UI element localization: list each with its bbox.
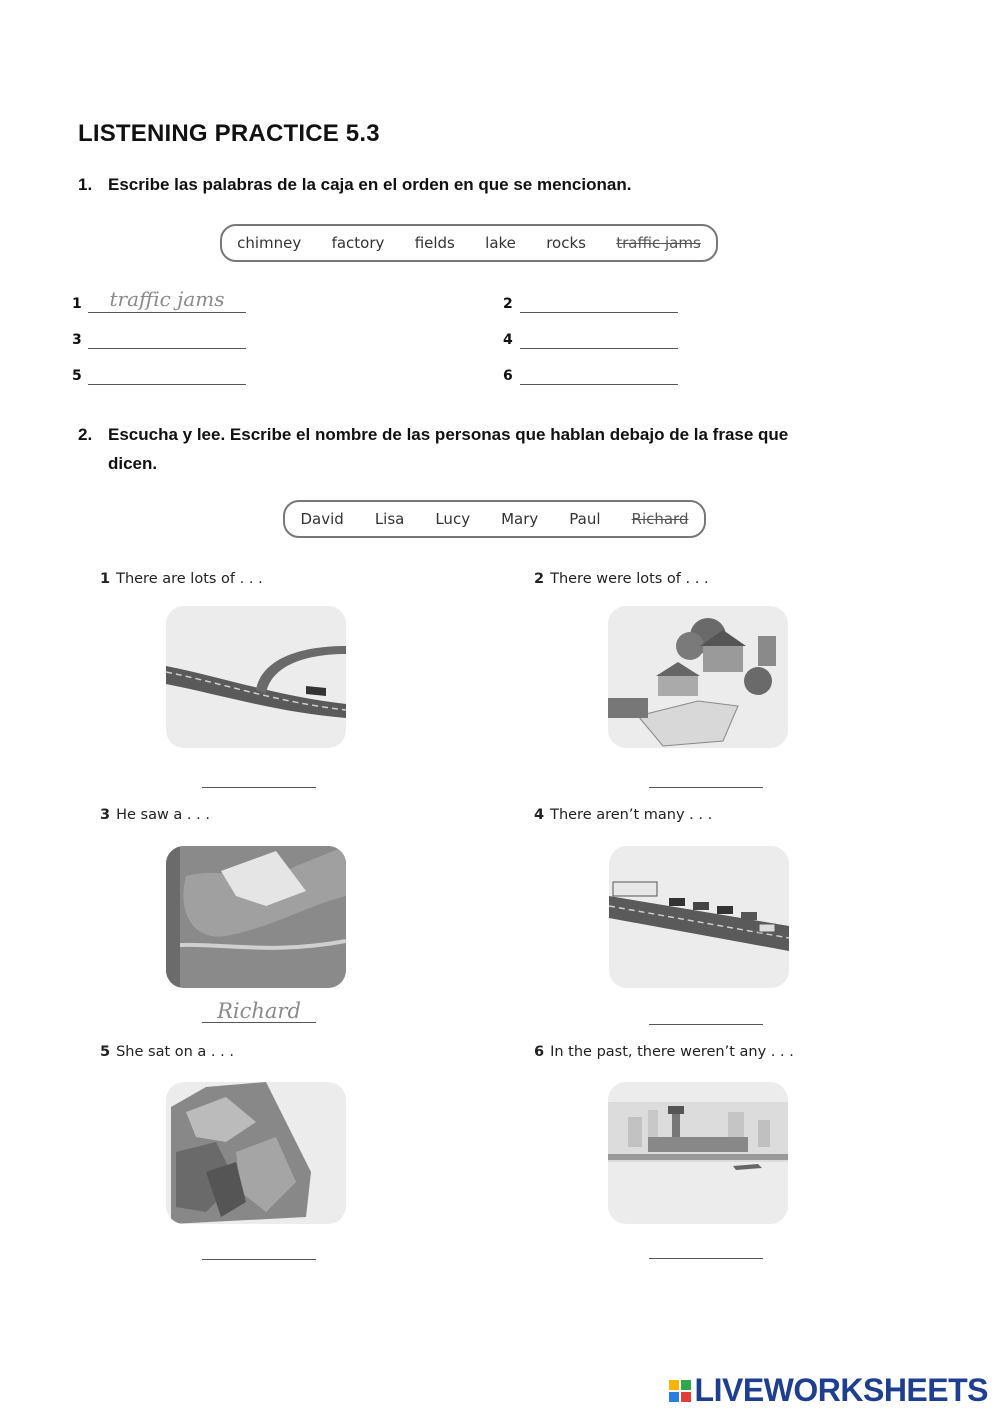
answer-field-4[interactable] [520,326,678,349]
answer-field-name-1[interactable] [202,767,316,788]
name-lucy: Lucy [435,510,471,528]
answer-field-name-5[interactable] [202,1239,316,1260]
answer-field-name-6[interactable] [649,1238,763,1259]
q2-text-line2: dicen. [108,454,158,473]
farm-icon [608,606,788,748]
word-rocks: rocks [546,234,586,252]
q2-instruction [78,420,958,480]
q2-text-line1: Escucha y lee. Escribe el nombre de las personas que hablan debajo de la frase que [108,425,789,444]
item-text: There aren’t many . . . [550,807,713,823]
lake-icon [166,846,346,988]
answer-field-2[interactable] [520,290,678,313]
answer-number: 5 [72,368,82,384]
answer-number: 2 [503,296,513,312]
item-text: There are lots of . . . [116,571,263,587]
name-paul: Paul [569,510,601,528]
page-title: LISTENING PRACTICE 5.3 [78,120,380,147]
answer-field-name-3[interactable]: Richard [202,1002,316,1023]
answer-field-name-4[interactable] [649,1004,763,1025]
item-number: 3 [100,807,111,823]
word-factory: factory [331,234,385,252]
q1-number: 1. [78,175,93,194]
q2-name-box [283,500,706,538]
airport-icon [608,1082,788,1224]
traffic-icon [609,846,789,988]
item-number: 6 [534,1044,545,1060]
logo-text: LIVEWORKSHEETS [694,1372,988,1408]
name-lisa: Lisa [374,510,405,528]
q1-instruction [78,170,958,200]
name-david: David [300,510,344,528]
word-fields: fields [414,234,455,252]
item-text: He saw a . . . [116,807,210,823]
name-richard: Richard [631,510,689,528]
answer-number: 4 [503,332,513,348]
word-traffic-jams: traffic jams [616,234,701,252]
item-text: In the past, there weren’t any . . . [550,1044,794,1060]
item-text: She sat on a . . . [116,1044,234,1060]
answer-number: 3 [72,332,82,348]
liveworksheets-logo[interactable] [669,1372,988,1409]
logo-mark-icon [669,1380,691,1402]
q1-text: Escribe las palabras de la caja en el orden en que se mencionan. [108,175,632,194]
item-prompt-4 [534,807,712,823]
item-prompt-1 [100,571,263,587]
answer-field-6[interactable] [520,362,678,385]
answer-field-name-2[interactable] [649,767,763,788]
item-text: There were lots of . . . [550,571,709,587]
word-lake: lake [485,234,516,252]
item-prompt-2 [534,571,709,587]
word-chimney: chimney [237,234,302,252]
answer-field-3[interactable] [88,326,246,349]
item-number: 2 [534,571,545,587]
answer-number: 6 [503,368,513,384]
item-prompt-3 [100,807,210,823]
name-mary: Mary [501,510,539,528]
item-prompt-5 [100,1044,234,1060]
road-icon [166,606,346,748]
item-number: 4 [534,807,545,823]
item-prompt-6 [534,1044,794,1060]
item-number: 1 [100,571,111,587]
q1-word-box [220,224,718,262]
rocks-icon [166,1082,346,1224]
answer-field-5[interactable] [88,362,246,385]
answer-number: 1 [72,296,82,312]
answer-field-1[interactable]: traffic jams [88,290,246,313]
q2-number: 2. [78,425,93,444]
item-number: 5 [100,1044,111,1060]
